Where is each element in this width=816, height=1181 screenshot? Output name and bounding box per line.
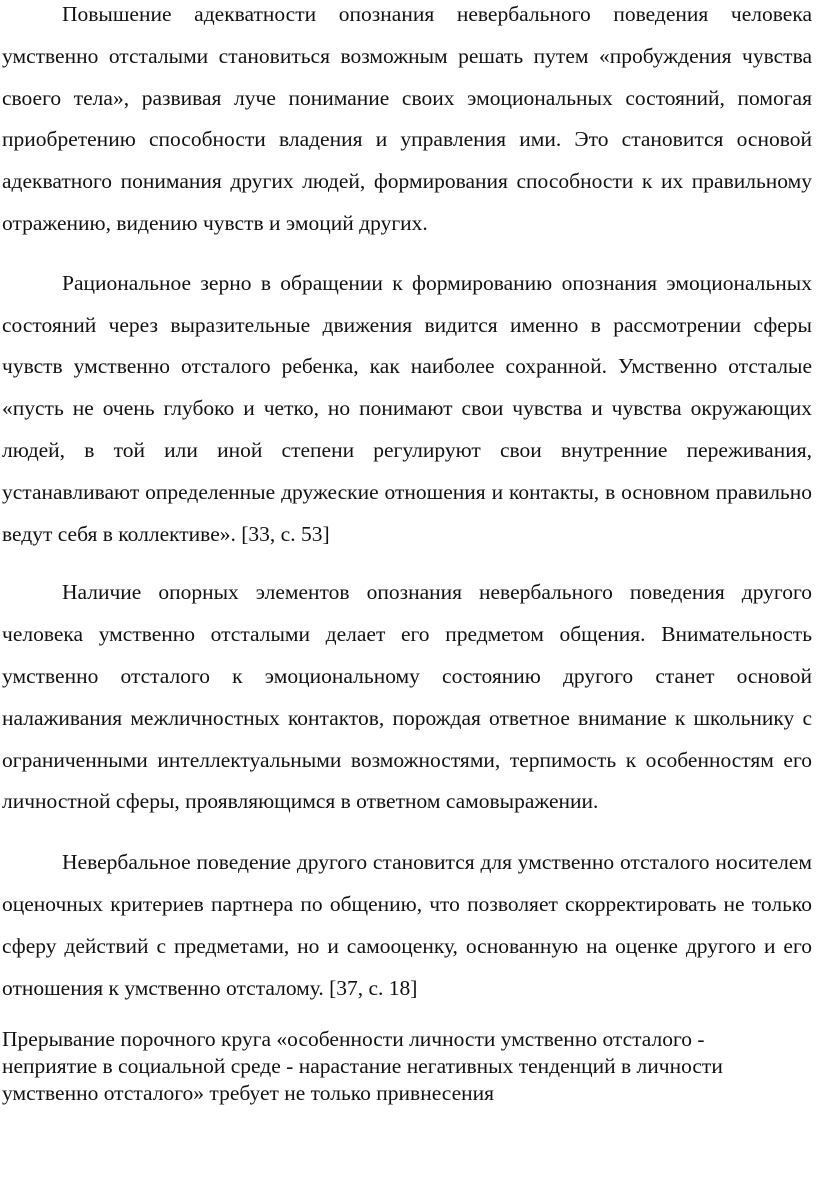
paragraph-2: Рациональное зерно в обращении к формированию опознания эмоциональных состояний через выразительные движения видится именно в рассмотрении сферы чувств умственно отсталого ребенка, как наиболее сохранной. Умственно отсталые «пусть не очень глубоко и четко, но понимают свои чувства и чувства окружающих людей, в той или иной степени регулируют свои внутренние переживания, устанавливают определенные дружеские отношения и контакты, в основном правильно ведут себя в коллективе». [33, с. 53] — [2, 270, 812, 546]
paragraph-3: Наличие опорных элементов опознания невербального поведения другого человека умственно отсталыми делает его предметом общения. Внимательность умственно отсталого к эмоциональному состоянию другого станет основой налаживания межличностных контактов, порождая ответное внимание к школьнику с ограниченными интеллектуальными возможностями, терпимость к особенностям его личностной сферы, проявляющимся в ответном самовыражении. — [2, 580, 812, 814]
paragraph-1: Повышение адекватности опознания невербального поведения человека умственно отсталыми становиться возможным решать путем «пробуждения чувства своего тела», развивая луче понимание своих эмоциональных состояний, помогая приобретению способности владения и управления ими. Это становится основой адекватного понимания других людей, формирования способности к их правильному отражению, видению чувств и эмоций других. — [2, 2, 812, 235]
paragraph-4: Невербальное поведение другого становится для умственно отсталого носителем оценочных критериев партнера по общению, что позволяет скорректировать не только сферу действий с предметами, но и самооценку, основанную на оценке другого и его отношения к умственно отсталому. [37, с. 18] — [2, 850, 812, 1000]
paragraph-5: Прерывание порочного круга «особенности личности умственно отсталого - неприятие в социальной среде - нарастание негативных тенденций в личности умственно отсталого» требует не только привнесения — [2, 1027, 723, 1106]
